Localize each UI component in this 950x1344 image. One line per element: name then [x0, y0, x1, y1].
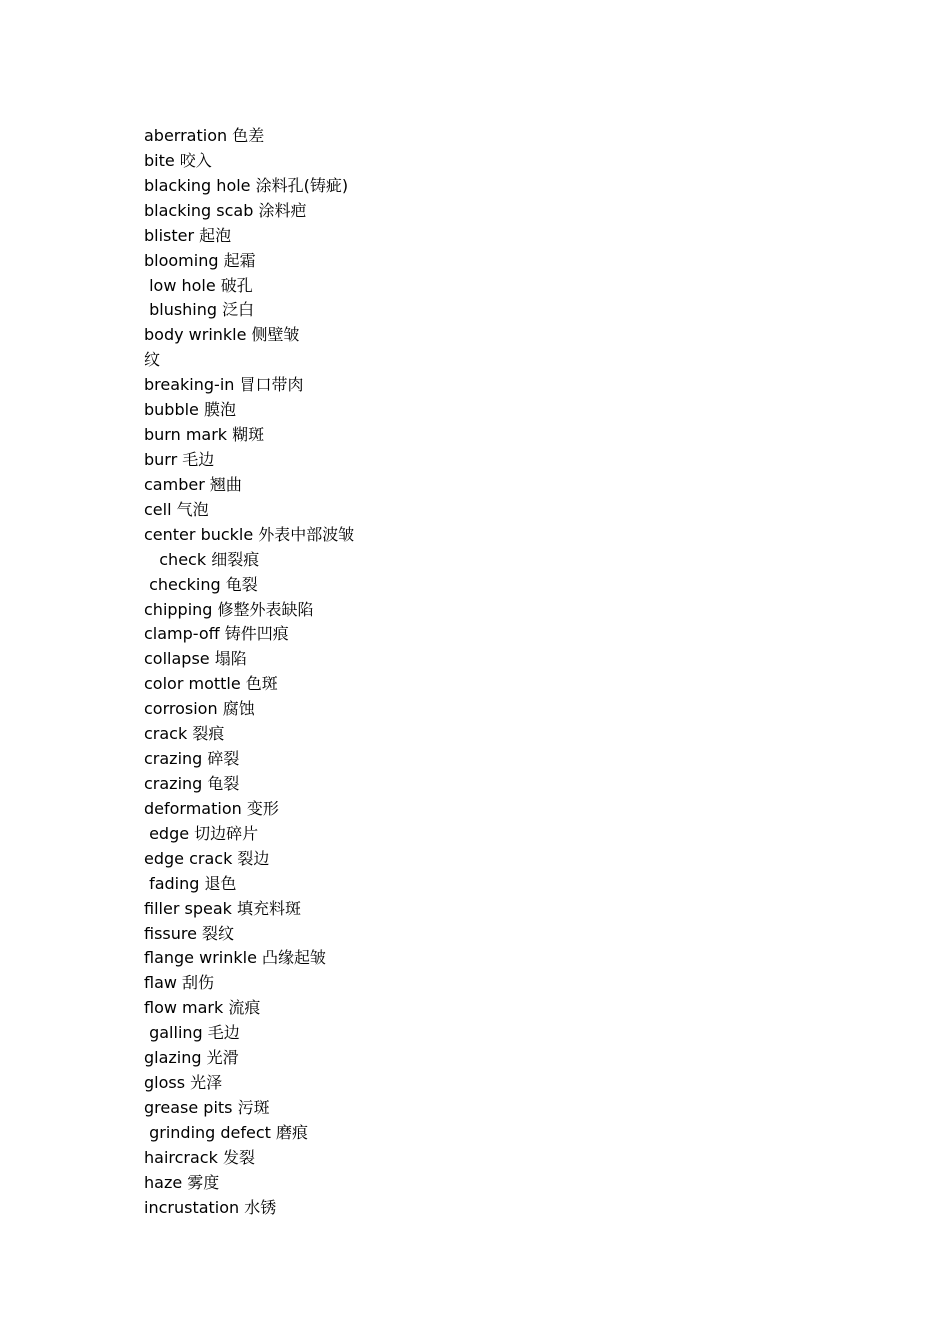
glossary-entry: deformation 变形: [144, 798, 279, 818]
glossary-entry: fading 退色: [144, 873, 237, 893]
glossary-entry: clamp-off 铸件凹痕: [144, 624, 289, 644]
glossary-entry: chipping 修整外表缺陷: [144, 599, 314, 619]
glossary-entry: flange wrinkle 凸缘起皱: [144, 948, 327, 968]
glossary-entry: blushing 泛白: [144, 300, 255, 320]
glossary-entry: burr 毛边: [144, 449, 215, 469]
glossary-entry: crack 裂痕: [144, 724, 225, 744]
glossary-entry: collapse 塌陷: [144, 649, 247, 669]
glossary-entry: blacking hole 涂料孔(铸疵): [144, 175, 349, 195]
glossary-entry: burn mark 糊斑: [144, 425, 265, 445]
glossary-entry: body wrinkle 侧壁皱: [144, 325, 300, 345]
glossary-entry: fissure 裂纹: [144, 923, 235, 943]
glossary-entry: check 细裂痕: [144, 549, 260, 569]
glossary-entry: bubble 膜泡: [144, 400, 236, 420]
glossary-entry: edge crack 裂边: [144, 848, 270, 868]
glossary-entry: incrustation 水锈: [144, 1197, 277, 1217]
glossary-entry: checking 龟裂: [144, 574, 258, 594]
glossary-entry: aberration 色差: [144, 126, 265, 145]
glossary-entry: filler speak 填充料斑: [144, 898, 301, 918]
glossary-entry: 纹: [144, 350, 161, 370]
glossary-entry: flow mark 流痕: [144, 998, 261, 1018]
glossary-entry: grinding defect 磨痕: [144, 1122, 309, 1142]
glossary-entry: galling 毛边: [144, 1023, 240, 1043]
glossary-page: [144, 124, 844, 1221]
glossary-entry: crazing 碎裂: [144, 749, 240, 769]
glossary-entry: corrosion 腐蚀: [144, 699, 255, 719]
glossary-entry: camber 翘曲: [144, 474, 242, 494]
glossary-entry: low hole 破孔: [144, 275, 253, 295]
glossary-entry: bite 咬入: [144, 150, 212, 170]
glossary-entry: haze 雾度: [144, 1172, 220, 1192]
glossary-entry: blister 起泡: [144, 225, 232, 245]
glossary-entry: cell 气泡: [144, 499, 209, 519]
glossary-entry: crazing 龟裂: [144, 773, 240, 793]
glossary-entry: glazing 光滑: [144, 1048, 239, 1068]
glossary-entry: center buckle 外表中部波皱: [144, 524, 355, 544]
glossary-entry: blacking scab 涂料疤: [144, 200, 307, 220]
glossary-entry: gloss 光泽: [144, 1073, 223, 1093]
glossary-entry: color mottle 色斑: [144, 674, 278, 694]
glossary-entry: haircrack 发裂: [144, 1147, 255, 1167]
glossary-entry: flaw 刮伤: [144, 973, 215, 993]
glossary-entry: breaking-in 冒口带肉: [144, 375, 304, 395]
glossary-entry: edge 切边碎片: [144, 823, 259, 843]
glossary-entry: blooming 起霜: [144, 250, 256, 270]
glossary-entry: grease pits 污斑: [144, 1097, 270, 1117]
